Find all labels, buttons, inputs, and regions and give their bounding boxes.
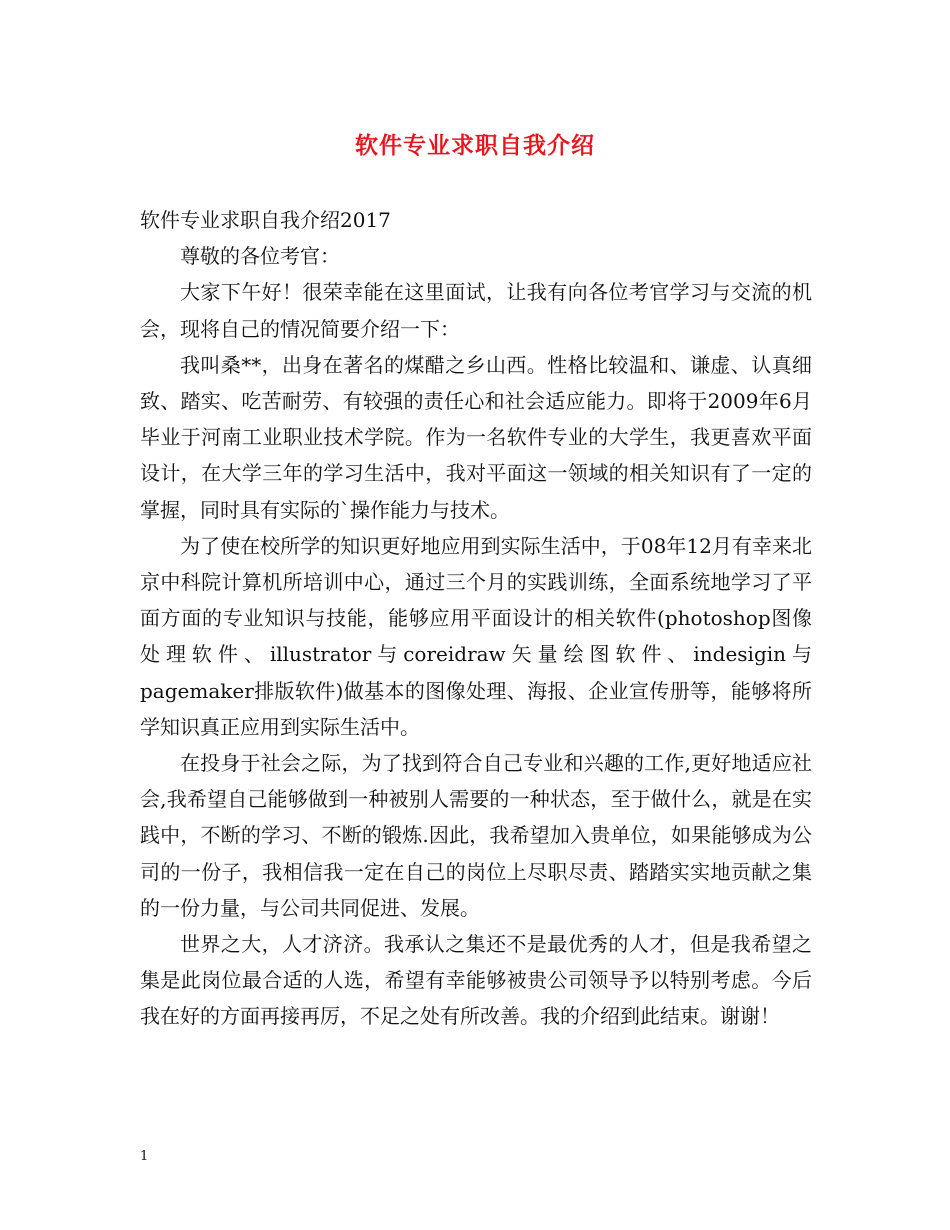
- paragraph-aspiration: 在投身于社会之际，为了找到符合自己专业和兴趣的工作,更好地适应社会,我希望自己能够做到一种被别人需要的一种状态，至于做什么，就是在实践中，不断的学习、不断的锻炼.因此，我希望加入贵单位，如果能够成为公司的一份子，我相信我一定在自己的岗位上尽职尽责、踏踏实实地贡献之集的一份力量，与公司共同促进、发展。: [140, 751, 812, 920]
- page-number: 1: [140, 1149, 149, 1164]
- paragraph-intro: 大家下午好！很荣幸能在这里面试，让我有向各位考官学习与交流的机会，现将自己的情况简要介绍一下：: [140, 280, 812, 341]
- greeting-paragraph: 尊敬的各位考官：: [180, 244, 340, 269]
- paragraph-training: 为了使在校所学的知识更好地应用到实际生活中，于08年12月有幸来北京中科院计算机所培训中心，通过三个月的实践训练，全面系统地学习了平面方面的专业知识与技能，能够应用平面设计的相关软件(photoshop图像处理软件、illustrator与coreidraw矢量绘图软件、indesigin与pagemaker排版软件)做基本的图像处理、海报、企业宣传册等，能够将所学知识真正应用到实际生活中。: [140, 533, 812, 739]
- paragraph-background: 我叫桑**，出身在著名的煤醋之乡山西。性格比较温和、谦虚、认真细致、踏实、吃苦耐劳、有较强的责任心和社会适应能力。即将于2009年6月毕业于河南工业职业技术学院。作为一名软件专业的大学生，我更喜欢平面设计，在大学三年的学习生活中，我对平面这一领域的相关知识有了一定的掌握，同时具有实际的`操作能力与技术。: [140, 352, 812, 522]
- document-body: [140, 202, 812, 1035]
- paragraph-closing: 世界之大，人才济济。我承认之集还不是最优秀的人才，但是我希望之集是此岗位最合适的人选，希望有幸能够被贵公司领导予以特别考虑。今后我在好的方面再接再厉，不足之处有所改善。我的介绍到此结束。谢谢！: [140, 932, 812, 1029]
- document-subtitle: 软件专业求职自我介绍2017: [140, 208, 391, 232]
- document-title: 软件专业求职自我介绍: [355, 132, 595, 159]
